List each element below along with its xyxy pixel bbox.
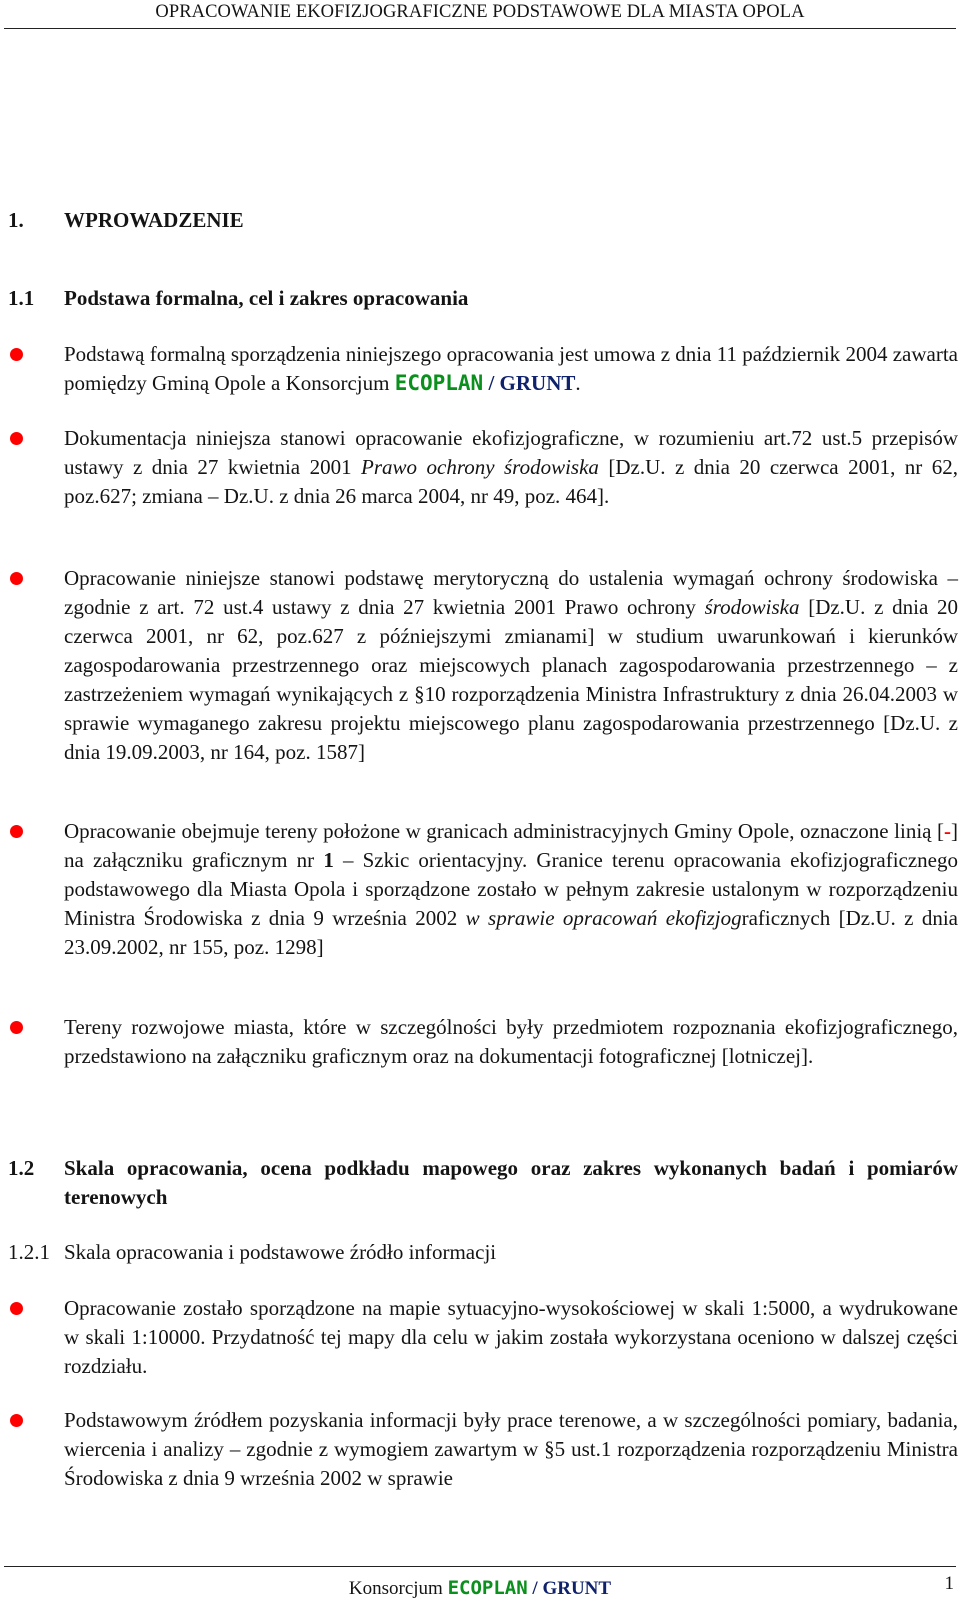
section-number: 1.1 [8, 286, 35, 310]
paragraph-purpose [64, 564, 958, 767]
paragraph-map-scale: Opracowanie zostało sporządzone na mapie sytuacyjno-wysokościowej w skali 1:5000, a wydrukowane w skali 1:10000. Przydatność tej mapy dla celu w jakim została wykorzystana oceniono w dalszej części rozdziału. [64, 1296, 958, 1378]
paragraph-development-areas: Tereny rozwojowe miasta, które w szczególności były przedmiotem rozpoznania ekofizjograficznego, przedstawiono na załączniku graficznym oraz na dokumentacji fotograficznej [lotniczej]. [64, 1015, 958, 1068]
act-title: środowiska [704, 595, 800, 619]
ecoplan-logo-text: ECOPLAN [447, 1577, 528, 1599]
paragraph-area-scope [64, 817, 958, 962]
paragraph-text: [Dz.U. z dnia 20 czerwca 2001, nr 62, poz.627 z późniejszymi zmianami] w studium uwarunkowań i kierunków zagospodarowania przestrzennego oraz miejscowych planach zagospodarowania przestrzennego – z zastrzeżeniem wymagań wynikających z §10 rozporządzenia Ministra Infrastruktury z dnia 26.04.2003 w sprawie wymaganego zakresu projektu miejscowego planu zagospodarowania przestrzennego [Dz.U. z dnia 19.09.2003, nr 164, poz. 1587] [64, 595, 958, 764]
paragraph-text: Podstawą formalną sporządzenia niniejszego opracowania jest umowa z dnia 11 październik 2004 zawarta pomiędzy Gminą Opole a Konsorcjum [64, 342, 958, 395]
paragraph-information-source: Podstawowym źródłem pozyskania informacji były prace terenowe, a w szczególności pomiary, badania, wiercenia i analizy – zgodnie z wymogiem zawartym w §5 ust.1 rozporządzenia rozporządzeniu Ministra Środowiska z dnia 9 września 2002 w sprawie [64, 1408, 958, 1490]
section-number: 1.2 [8, 1156, 35, 1180]
paragraph-text: Opracowanie niniejsze stanowi podstawę merytoryczną do ustalenia wymagań ochrony środowiska – zgodnie z art. 72 ust.4 ustawy z dnia 27 kwietnia 2001 Prawo ochrony [64, 566, 958, 619]
page-number: 1 [944, 1573, 954, 1594]
bullet-icon [10, 825, 23, 838]
grunt-text: / GRUNT [527, 1578, 612, 1599]
paragraph-text: Opracowanie obejmuje tereny położone w granicach administracyjnych Gminy Opole, oznaczone linią [ [64, 819, 944, 843]
paragraph-text: ] na załączniku graficznym nr [64, 819, 958, 872]
attachment-number: 1 [323, 848, 334, 872]
section-number: 1.2.1 [8, 1240, 50, 1264]
section-title: Skala opracowania, ocena podkładu mapowego oraz zakres wykonanych badań i pomiarów terenowych [64, 1156, 958, 1209]
bullet-icon [10, 348, 23, 361]
act-title: Prawo ochrony środowiska [361, 455, 599, 479]
bullet-icon [10, 432, 23, 445]
section-heading-1 [8, 206, 244, 235]
boundary-marker: - [944, 819, 951, 843]
footer-prefix: Konsorcjum [348, 1578, 448, 1599]
footer-rule [4, 1566, 956, 1567]
bullet-icon [10, 1302, 23, 1315]
footer [0, 1576, 960, 1601]
paragraph-end: . [575, 371, 581, 395]
header-rule [4, 28, 956, 29]
paragraph-text: [Dz.U. z dnia 20 czerwca 2001, nr 62, poz.627; zmiana – Dz.U. z dnia 26 marca 2004, nr 49, poz. 464]. [64, 455, 958, 508]
paragraph-text: – Szkic orientacyjny. Granice terenu opracowania ekofizjograficznego podstawowego dla Miasta Opola i sporządzone zostało w pełnym zakresie ustalonym w rozporządzeniu Ministra Środowiska z dnia 9 września 2002 [64, 848, 958, 930]
paragraph-document-type [64, 424, 958, 511]
bullet-icon [10, 572, 23, 585]
paragraph-legal-basis [64, 340, 958, 398]
running-header: OPRACOWANIE EKOFIZJOGRAFICZNE PODSTAWOWE DLA MIASTA OPOLA [155, 2, 805, 22]
bullet-icon [10, 1414, 23, 1427]
section-title: Skala opracowania i podstawowe źródło informacji [64, 1240, 497, 1264]
regulation-title: w sprawie opracowań ekofizjog [465, 906, 742, 930]
ecoplan-logo-text: ECOPLAN [394, 371, 484, 395]
section-number: 1. [8, 208, 24, 232]
paragraph-text: Dokumentacja niniejsza stanowi opracowanie ekofizjograficzne, w rozumieniu art.72 ust.5 przepisów ustawy z dnia 27 kwietnia 2001 [64, 426, 958, 479]
grunt-text: / GRUNT [483, 371, 576, 395]
section-title: Podstawa formalna, cel i zakres opracowania [64, 286, 469, 310]
paragraph-text: raficznych [Dz.U. z dnia 23.09.2002, nr 155, poz. 1298] [64, 906, 958, 959]
bullet-icon [10, 1021, 23, 1034]
section-title: WPROWADZENIE [64, 208, 244, 232]
